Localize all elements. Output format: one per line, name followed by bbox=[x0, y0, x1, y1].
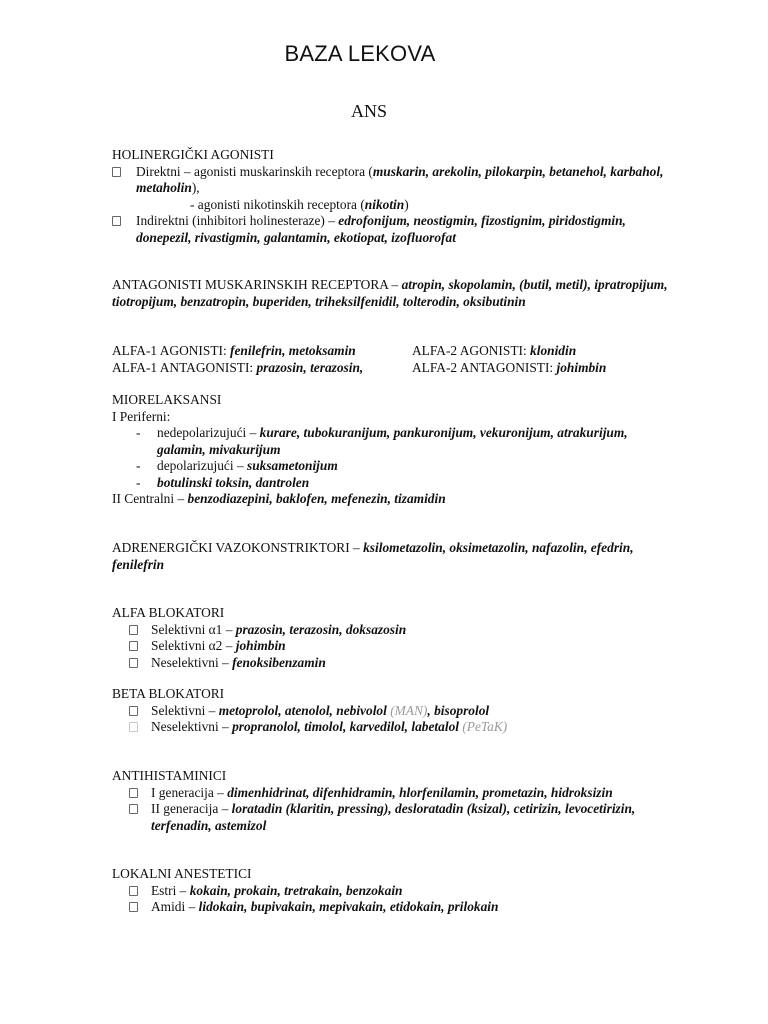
square-bullet-icon bbox=[129, 722, 138, 732]
section-antihistaminici bbox=[112, 768, 672, 834]
drug-list: fenilefrin, metoksamin bbox=[230, 343, 356, 358]
square-bullet-icon bbox=[112, 167, 121, 177]
subheading-periferni: I Periferni: bbox=[112, 408, 171, 424]
drug-list: ksilometazolin, oksimetazolin, nafazolin, efedrin, fenilefrin bbox=[112, 540, 634, 572]
page-title: BAZA LEKOVA bbox=[284, 41, 436, 66]
item-label: ALFA-2 AGONISTI: bbox=[412, 343, 531, 358]
section-alfa-blokatori bbox=[112, 605, 672, 671]
drug-list: dimenhidrinat, difenhidramin, hlorfenilamin, prometazin, hidroksizin bbox=[227, 784, 613, 800]
list-item bbox=[112, 164, 672, 197]
section-heading: HOLINERGIČKI AGONISTI bbox=[112, 147, 274, 162]
item-label: Neselektivni – bbox=[151, 654, 233, 670]
drug-list: prazosin, terazosin, bbox=[256, 359, 364, 375]
list-item bbox=[129, 719, 672, 736]
alfa2-agonisti bbox=[412, 343, 576, 360]
list-item bbox=[112, 458, 672, 475]
item-label: Indirektni (inhibitori holinesteraze) – bbox=[136, 213, 339, 228]
square-bullet-icon bbox=[129, 902, 138, 912]
item-label: Direktni – agonisti muskarinskih receptora ( bbox=[136, 163, 373, 179]
section-heading: ANTIHISTAMINICI bbox=[112, 768, 227, 783]
drug-list-continued: , bisoprolol bbox=[427, 702, 490, 718]
section-lokalni-anestetici bbox=[112, 866, 672, 916]
item-label: nedepolarizujući – bbox=[157, 425, 260, 440]
section-holinergicki-agonisti bbox=[112, 147, 672, 246]
drug-list: atropin, skopolamin, (butil, metil), ipratropijum, tiotropijum, benzatropin, buperiden, triheksilfenidil, tolterodin, oksibutinin bbox=[112, 277, 668, 309]
item-label: depolarizujući – bbox=[157, 458, 247, 473]
drug-list: muskarin, arekolin, pilokarpin, betanehol, karbahol, metaholin bbox=[136, 163, 664, 195]
centralni-line bbox=[112, 491, 672, 508]
section-miorelaksansi bbox=[112, 392, 672, 508]
square-bullet-icon bbox=[129, 658, 138, 668]
item-suffix: ), bbox=[191, 180, 200, 195]
square-bullet-icon bbox=[129, 788, 138, 798]
item-label: II generacija – bbox=[151, 801, 232, 816]
drug-list: propranolol, timolol, karvedilol, labetalol bbox=[232, 719, 459, 734]
item-label: ANTAGONISTI MUSKARINSKIH RECEPTORA – bbox=[112, 277, 402, 292]
drug-list: kurare, tubokuranijum, pankuronijum, vekuronijum, atrakurijum, galamin, mivakurijum bbox=[157, 425, 628, 457]
section-vazokonstriktori bbox=[112, 540, 672, 573]
item-label: ADRENERGIČKI VAZOKONSTRIKTORI – bbox=[112, 540, 364, 555]
list-item bbox=[129, 622, 672, 639]
drug-list: edrofonijum, neostigmin, fizostignim, piridostigmin, donepezil, rivastigmin, galantamin, ekotiopat, izofluorofat bbox=[136, 213, 626, 245]
item-label: Selektivni α2 – bbox=[151, 638, 236, 653]
drug-list: johimbin bbox=[235, 638, 286, 653]
item-label: Estri – bbox=[151, 882, 190, 898]
list-item bbox=[112, 475, 672, 492]
section-antagonisti-muskarinskih bbox=[112, 277, 672, 310]
drug-list: fenoksibenzamin bbox=[232, 654, 326, 670]
item-label: ALFA-1 ANTAGONISTI: bbox=[112, 359, 257, 375]
square-bullet-icon bbox=[129, 706, 138, 716]
dash-bullet: - bbox=[136, 458, 141, 473]
paragraph bbox=[112, 277, 672, 310]
drug-list: kokain, prokain, tretrakain, benzokain bbox=[189, 882, 403, 898]
square-bullet-icon bbox=[112, 216, 121, 226]
item-label: Selektivni α1 – bbox=[151, 621, 236, 637]
item-suffix: ) bbox=[404, 196, 409, 212]
drug-list: klonidin bbox=[530, 343, 577, 358]
item-label: ALFA-2 ANTAGONISTI: bbox=[412, 359, 557, 375]
list-item bbox=[129, 883, 672, 900]
dash-bullet: - bbox=[136, 474, 141, 490]
drug-list: suksametonijum bbox=[246, 458, 338, 473]
drug-list: benzodiazepini, baklofen, mefenezin, tizamidin bbox=[187, 491, 446, 506]
item-label: - agonisti nikotinskih receptora ( bbox=[190, 196, 365, 212]
alfa2-antagonisti bbox=[412, 360, 606, 377]
alfa1-agonisti bbox=[112, 343, 412, 360]
list-item bbox=[129, 801, 672, 834]
alfa1-antagonisti bbox=[112, 360, 412, 377]
drug-list: metoprolol, atenolol, nebivolol bbox=[218, 702, 387, 718]
item-label: I generacija – bbox=[151, 784, 228, 800]
page-subtitle: ANS bbox=[350, 101, 387, 121]
item-label: II Centralni – bbox=[112, 491, 188, 506]
square-bullet-icon bbox=[129, 625, 138, 635]
drug-list: botulinski toksin, dantrolen bbox=[157, 474, 310, 490]
square-bullet-icon bbox=[129, 641, 138, 651]
list-item bbox=[112, 425, 672, 458]
list-item bbox=[112, 213, 672, 246]
item-label: Amidi – bbox=[151, 899, 199, 914]
mnemonic-note: (MAN) bbox=[390, 702, 428, 718]
list-item bbox=[129, 703, 672, 720]
dash-bullet: - bbox=[136, 425, 141, 440]
drug-list: lidokain, bupivakain, mepivakain, etidokain, prilokain bbox=[198, 899, 499, 914]
list-item bbox=[129, 655, 672, 672]
drug-list: nikotin bbox=[364, 196, 405, 212]
alfa-row-antagonisti bbox=[112, 360, 672, 377]
list-item bbox=[129, 899, 672, 916]
item-label: Neselektivni – bbox=[151, 719, 233, 734]
section-beta-blokatori bbox=[112, 686, 672, 736]
section-heading: MIORELAKSANSI bbox=[112, 392, 222, 407]
section-alfa-agonisti-antagonisti bbox=[112, 343, 672, 376]
item-label: ALFA-1 AGONISTI: bbox=[112, 343, 231, 358]
drug-list: loratadin (klaritin, pressing), desloratadin (ksizal), cetirizin, levocetirizin, terfenadin, astemizol bbox=[151, 801, 636, 833]
drug-list: prazosin, terazosin, doksazosin bbox=[235, 621, 407, 637]
list-subitem bbox=[112, 197, 672, 214]
item-label: Selektivni – bbox=[151, 702, 219, 718]
section-heading: LOKALNI ANESTETICI bbox=[112, 866, 252, 881]
section-heading: ALFA BLOKATORI bbox=[112, 605, 225, 620]
alfa-row-agonisti bbox=[112, 343, 672, 360]
list-item bbox=[129, 785, 672, 802]
square-bullet-icon bbox=[129, 804, 138, 814]
drug-list: johimbin bbox=[556, 359, 607, 375]
mnemonic-note: (PeTaK) bbox=[462, 719, 508, 734]
list-item bbox=[129, 638, 672, 655]
paragraph bbox=[112, 540, 672, 573]
square-bullet-icon bbox=[129, 886, 138, 896]
section-heading: BETA BLOKATORI bbox=[112, 686, 225, 701]
